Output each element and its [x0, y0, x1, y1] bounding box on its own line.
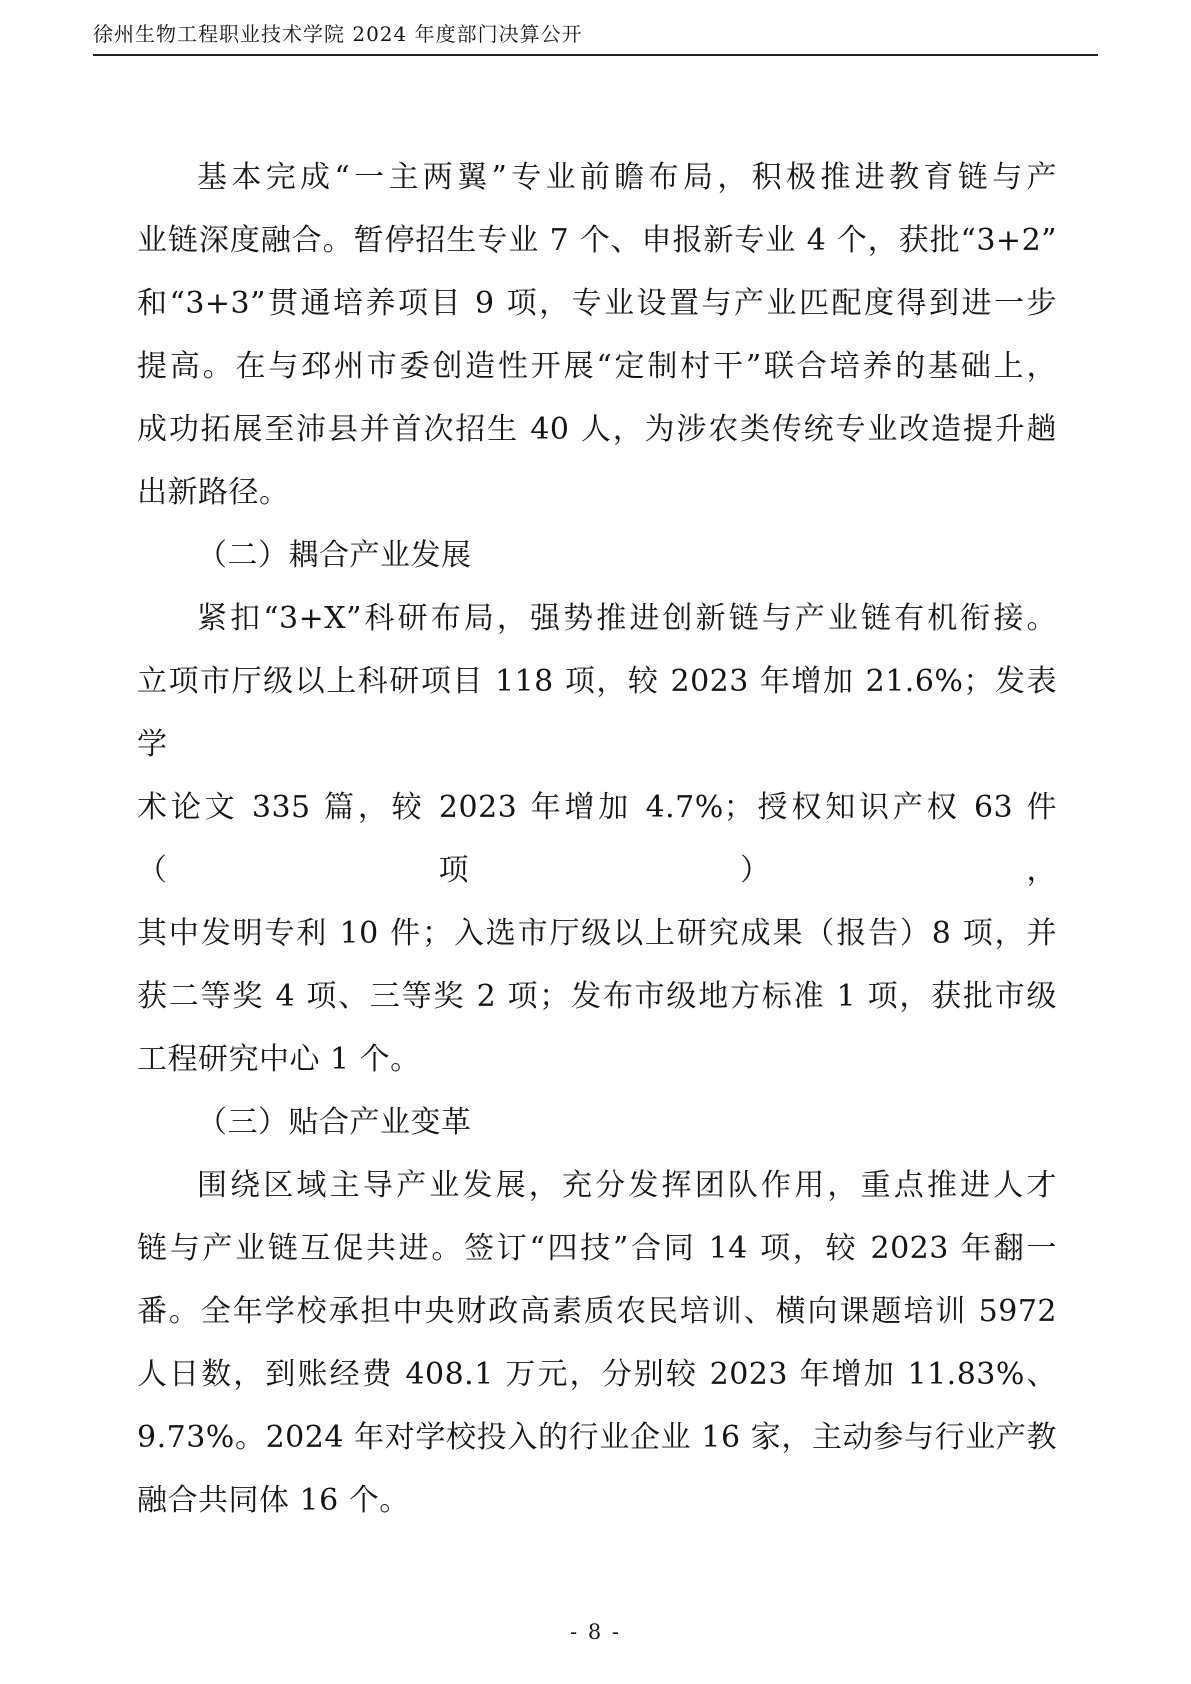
text-line: 提高。在与邳州市委创造性开展“定制村干”联合培养的基础上，	[137, 349, 1057, 384]
text-line: （三）贴合产业变革	[197, 1105, 472, 1140]
text-line: 围绕区域主导产业发展，充分发挥团队作用，重点推进人才	[197, 1168, 1057, 1203]
text-line: 成功拓展至沛县并首次招生 40 人，为涉农类传统专业改造提升趟	[137, 412, 1057, 447]
text-line: 立项市厅级以上科研项目 118 项，较 2023 年增加 21.6%；发表学	[137, 664, 1057, 762]
text-line: 和“3+3”贯通培养项目 9 项，专业设置与产业匹配度得到进一步	[137, 286, 1057, 321]
text-line: 其中发明专利 10 件；入选市厅级以上研究成果（报告）8 项，并	[137, 916, 1057, 951]
text-line: 术论文 335 篇，较 2023 年增加 4.7%；授权知识产权 63 件（项），	[137, 790, 1057, 888]
text-line: 番。全年学校承担中央财政高素质农民培训、横向课题培训 5972	[137, 1294, 1057, 1329]
text-line: 链与产业链互促共进。签订“四技”合同 14 项，较 2023 年翻一	[137, 1231, 1057, 1266]
header-title: 徐州生物工程职业技术学院 2024 年度部门决算公开	[93, 22, 583, 46]
text-line: 紧扣“3+X”科研布局，强势推进创新链与产业链有机衔接。	[197, 601, 1057, 636]
text-line: （二）耦合产业发展	[197, 538, 472, 573]
page-header	[93, 22, 1098, 56]
text-line: 工程研究中心 1 个。	[137, 1042, 421, 1077]
text-line: 融合共同体 16 个。	[137, 1483, 410, 1518]
text-line: 出新路径。	[137, 475, 290, 510]
text-line: 基本完成“一主两翼”专业前瞻布局，积极推进教育链与产	[197, 160, 1057, 195]
text-line: 人日数，到账经费 408.1 万元，分别较 2023 年增加 11.83%、	[137, 1357, 1057, 1392]
page-footer	[0, 1620, 1191, 1644]
document-body	[137, 146, 1057, 1532]
page-number: - 8 -	[570, 1620, 621, 1644]
text-line: 业链深度融合。暂停招生专业 7 个、申报新专业 4 个，获批“3+2”	[137, 223, 1057, 258]
text-line: 9.73%。2024 年对学校投入的行业企业 16 家，主动参与行业产教	[137, 1420, 1057, 1455]
text-line: 获二等奖 4 项、三等奖 2 项；发布市级地方标准 1 项，获批市级	[137, 979, 1057, 1014]
